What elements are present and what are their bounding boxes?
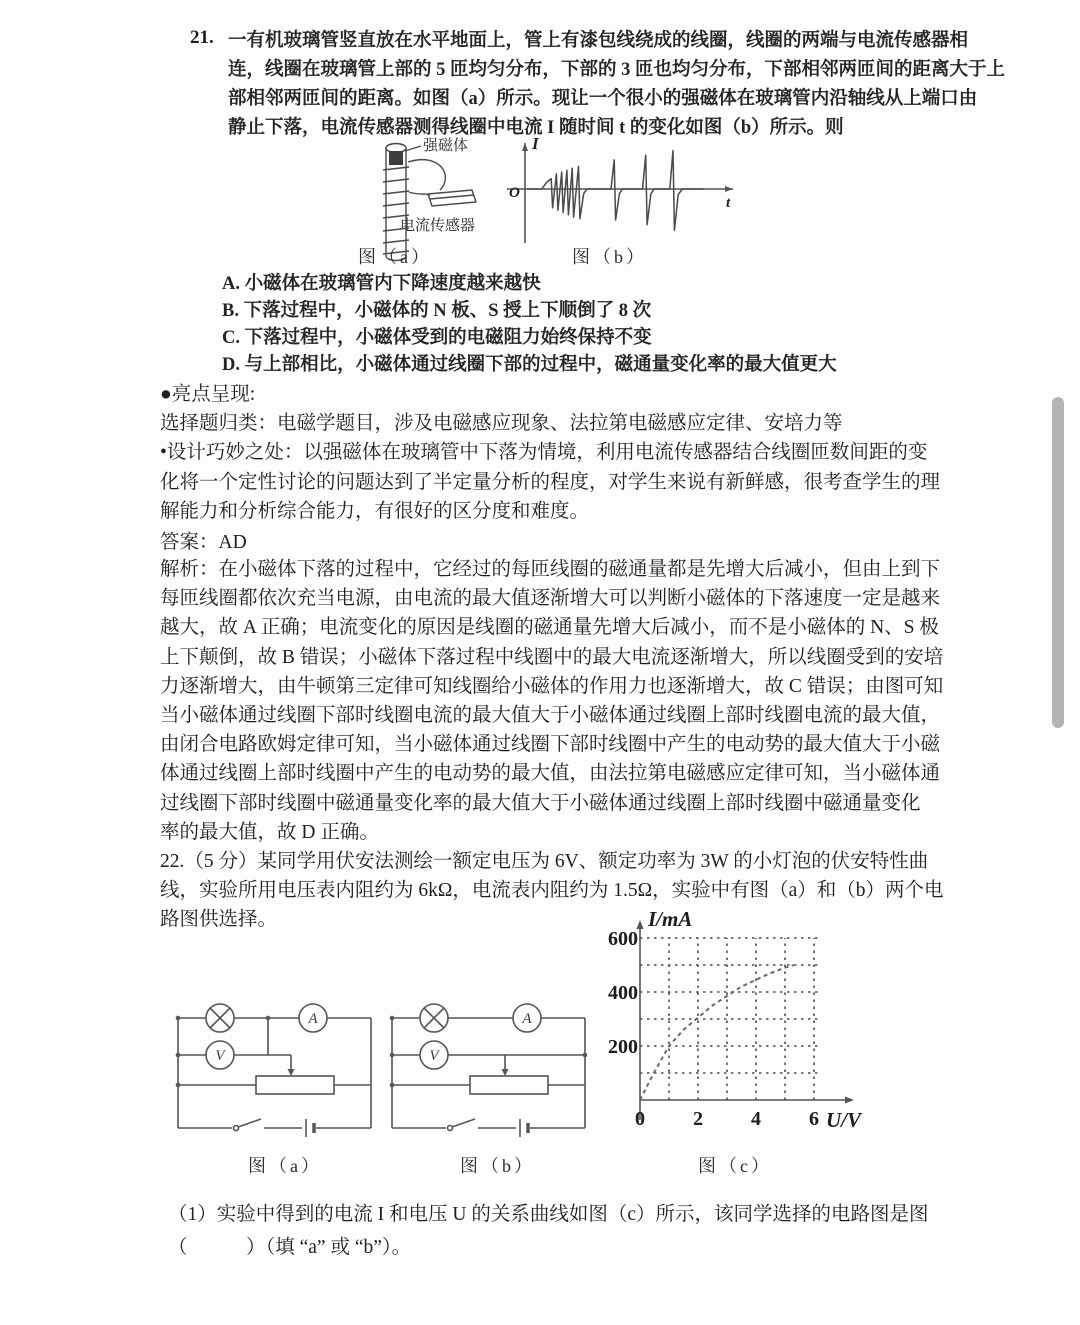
analysis-line: 体通过线圈上部时线圈中产生的电动势的最大值，由法拉第电磁感应定律可知，当小磁体通 <box>160 763 941 785</box>
xtick-4: 4 <box>751 1108 761 1130</box>
highlight-line: 选择题归类：电磁学题目，涉及电磁感应现象、法拉第电磁感应定律、安培力等 <box>160 413 843 435</box>
q22-line: 路图供选择。 <box>160 909 278 931</box>
ammeter-label: A <box>308 1011 318 1027</box>
coil-turns-top <box>383 167 409 218</box>
analysis-line: 率的最大值，故 D 正确。 <box>160 821 379 843</box>
q21-options <box>222 271 962 379</box>
fig-b-caption: 图（b） <box>572 247 647 267</box>
sub1-line: （1）实验中得到的电流 I 和电压 U 的关系曲线如图（c）所示，该同学选择的电路图是图 <box>168 1204 929 1225</box>
analysis-line: 由闭合电路欧姆定律可知，当小磁体通过线圈下部时线圈中产生的电动势的最大值大于小磁 <box>160 734 941 756</box>
fig-c-xlabel: U/V <box>826 1108 862 1132</box>
highlight-line: •设计巧妙之处：以强磁体在玻璃管中下落为情境，利用电流传感器结合线圈匝数间距的变 <box>160 442 928 464</box>
option-line: C. 下落过程中，小磁体受到的电磁阻力始终保持不变 <box>222 328 652 348</box>
ytick-600: 600 <box>608 928 638 950</box>
fig-a-caption: 图（a） <box>358 247 432 267</box>
q21-text <box>228 27 1006 143</box>
fig-c-iv-graph <box>598 908 873 1153</box>
fig-b-current-waveform <box>495 131 745 251</box>
analysis-line: 解析：在小磁体下落的过程中，它经过的每匝线圈的磁通量都是先增大后减小，但由上到下 <box>160 559 941 580</box>
rheostat-icon <box>470 1076 548 1094</box>
voltmeter-label: V <box>429 1048 439 1064</box>
ytick-200: 200 <box>608 1036 638 1058</box>
circuit-b-caption: 图（b） <box>460 1156 535 1176</box>
q21-line: 连，线圈在玻璃管上部的 5 匝均匀分布，下部的 3 匝也均匀分布，下部相邻两匝间的距离大于上 <box>228 60 1006 80</box>
analysis-line: 当小磁体通过线圈下部时线圈电流的最大值大于小磁体通过线圈上部时线圈电流的最大值， <box>160 705 941 727</box>
q21-line: 部相邻两匝间的距离。如图（a）所示。现让一个很小的强磁体在玻璃管内沿轴线从上端口由 <box>228 89 978 109</box>
t-axis-arrow-icon <box>725 186 733 192</box>
magnet-icon <box>389 151 403 165</box>
ammeter-label: A <box>522 1011 532 1027</box>
highlight-line: 解能力和分析综合能力，有很好的区分度和难度。 <box>160 500 590 522</box>
fig-b-ylabel: I <box>532 134 539 153</box>
ytick-400: 400 <box>608 982 638 1004</box>
fig-c-ylabel: I/mA <box>648 908 693 931</box>
analysis-section <box>160 555 960 847</box>
sub1-line: （ ）（填 “a” 或 “b”）。 <box>168 1237 412 1258</box>
analysis-line: 过线圈下部时线圈中磁通量变化率的最大值大于小磁体通过线圈上部时线圈中磁通量变化 <box>160 792 921 814</box>
circuit-a-caption: 图（a） <box>248 1156 322 1176</box>
answer-line: 答案：AD <box>160 532 247 553</box>
q22-line: 22.（5 分）某同学用伏安法测绘一额定电压为 6V、额定功率为 3W 的小灯泡的伏安特性曲 <box>160 851 929 872</box>
fig-b-xlabel: t <box>726 195 731 211</box>
option-line: A. 小磁体在玻璃管内下降速度越来越快 <box>222 274 541 294</box>
circuit-a-diagram <box>168 998 383 1148</box>
u-axis-arrow-icon <box>845 1097 854 1104</box>
q21-line: 静止下落，电流传感器测得线圈中电流 I 随时间 t 的变化如图（b）所示。则 <box>228 118 844 138</box>
q21-line: 一有机玻璃管竖直放在水平地面上，管上有漆包线绕成的线圈，线圈的两端与电流传感器相 <box>228 31 969 51</box>
dashed-grid <box>640 938 822 1100</box>
slider-arrow-icon <box>502 1069 509 1076</box>
magnet-label: 强磁体 <box>423 138 469 154</box>
current-pulses-trace <box>527 151 703 231</box>
analysis-line: 每匝线圈都依次充当电源，由电流的最大值逐渐增大可以判断小磁体的下落速度一定是越来 <box>160 588 941 610</box>
highlight-line: ●亮点呈现: <box>160 384 256 405</box>
voltmeter-label: V <box>215 1048 225 1064</box>
xtick-6: 6 <box>809 1108 819 1130</box>
highlight-line: 化将一个定性讨论的问题达到了半定量分析的程度，对学生来说有新鲜感，很考查学生的理 <box>160 471 941 493</box>
sensor-label: 电流传感器 <box>400 218 476 234</box>
iv-characteristic-curve <box>640 965 794 1100</box>
option-line: B. 下落过程中，小磁体的 N 板、S 授上下顺倒了 8 次 <box>222 301 652 321</box>
q21-number: 21. <box>190 27 214 48</box>
fig-b-origin: O <box>509 185 520 201</box>
highlight-section <box>160 380 960 526</box>
analysis-line: 力逐渐增大，由牛顿第三定律可知线圈给小磁体的作用力也逐渐增大，故 C 错误；由图可知 <box>160 675 944 697</box>
option-line: D. 与上部相比，小磁体通过线圈下部的过程中，磁通量变化率的最大值更大 <box>222 355 837 375</box>
analysis-line: 上下颠倒，故 B 错误；小磁体下落过程中线圈中的最大电流逐渐增大，所以线圈受到的安培 <box>160 646 944 668</box>
i-axis-arrow-icon <box>522 143 528 151</box>
rheostat-icon <box>256 1076 334 1094</box>
xtick-2: 2 <box>693 1108 703 1130</box>
q22-line: 线，实验所用电压表内阻约为 6kΩ，电流表内阻约为 1.5Ω，实验中有图（a）和（b）两个电 <box>160 880 944 902</box>
circuit-b-diagram <box>382 998 597 1148</box>
scrollbar-thumb[interactable] <box>1052 397 1064 728</box>
fig-c-caption: 图（c） <box>698 1156 772 1176</box>
xtick-0: 0 <box>635 1108 645 1130</box>
slider-arrow-icon <box>288 1069 295 1076</box>
sensor-wire <box>408 160 445 190</box>
q22-sub1 <box>168 1198 958 1264</box>
analysis-line: 越大，故 A 正确；电流变化的原因是线圈的磁通量先增大后减小，而不是小磁体的 N、S 极 <box>160 617 939 639</box>
